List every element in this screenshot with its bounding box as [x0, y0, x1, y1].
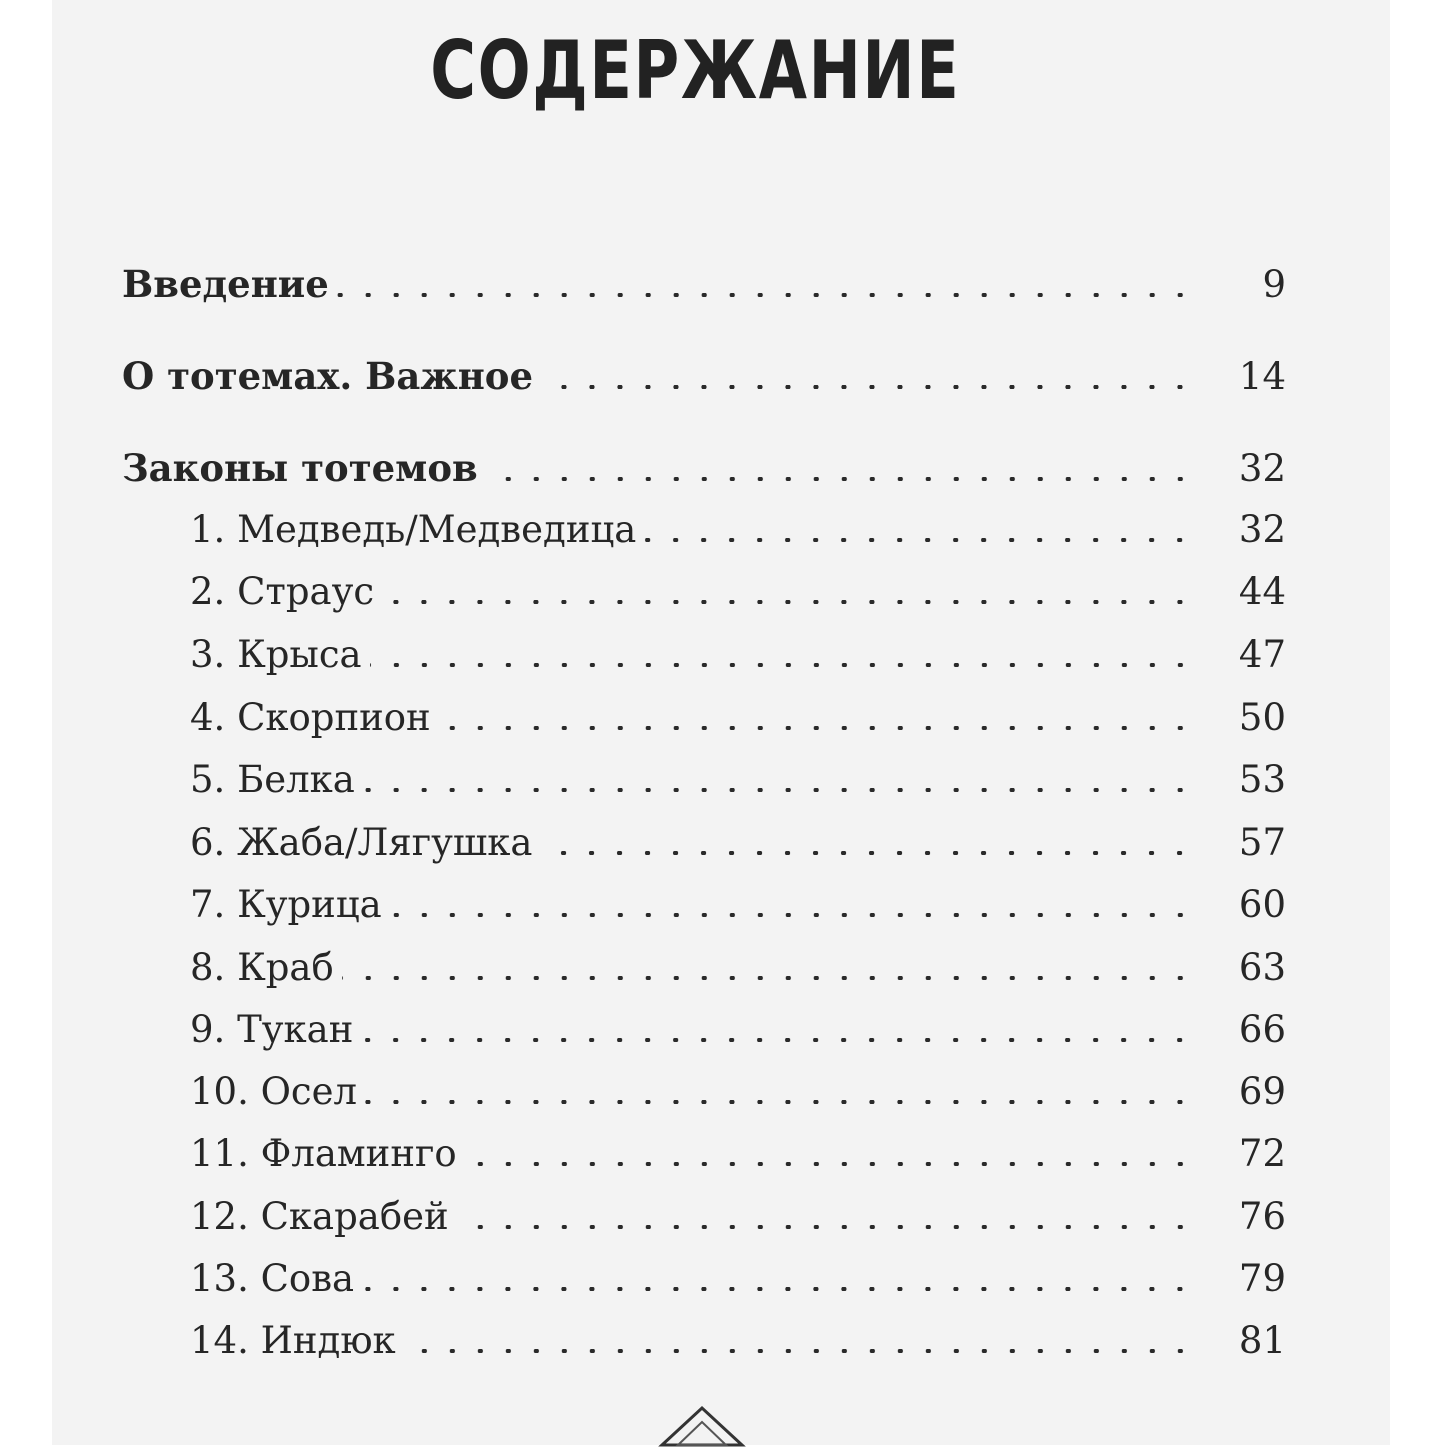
toc-item — [190, 1195, 1286, 1238]
toc-item — [190, 758, 1286, 801]
dot-leader — [365, 1100, 1194, 1104]
page-title: СОДЕРЖАНИЕ — [430, 24, 961, 117]
toc-label: Законы тотемов — [122, 446, 478, 490]
toc-page-number: 32 — [1238, 508, 1286, 551]
toc-label: 2. Страус — [190, 570, 375, 613]
toc-item — [190, 883, 1286, 926]
dot-leader — [439, 726, 1194, 730]
dot-leader — [465, 1162, 1194, 1166]
toc-label: 12. Скарабей — [190, 1195, 449, 1238]
toc-page-number: 69 — [1238, 1070, 1286, 1113]
toc-page-number: 44 — [1238, 570, 1286, 613]
toc-item — [190, 1257, 1286, 1300]
toc-item — [190, 1070, 1286, 1113]
toc-page-number: 66 — [1238, 1008, 1286, 1051]
toc-label: 5. Белка — [190, 758, 355, 801]
dot-leader — [390, 913, 1194, 917]
dot-leader — [541, 385, 1194, 389]
toc-page-number: 63 — [1238, 946, 1286, 989]
toc-item — [190, 821, 1286, 864]
toc-label: О тотемах. Важное — [122, 354, 534, 398]
dot-leader — [486, 477, 1194, 481]
toc-page-number: 47 — [1238, 633, 1286, 676]
toc-label: 7. Курица — [190, 883, 382, 926]
toc-section-laws-of-totems — [122, 446, 1286, 490]
toc-item — [190, 946, 1286, 989]
dot-leader — [363, 788, 1194, 792]
dot-leader — [382, 600, 1194, 604]
dot-leader — [404, 1349, 1194, 1353]
toc-page-number: 50 — [1238, 696, 1286, 739]
toc-item — [190, 1132, 1286, 1175]
toc-label: 11. Фламинго — [190, 1132, 457, 1175]
toc-page-number: 60 — [1238, 883, 1286, 926]
dot-leader — [457, 1225, 1194, 1229]
toc-section-about-totems — [122, 354, 1286, 398]
toc-label: 6. Жаба/Лягушка — [190, 821, 533, 864]
toc-item — [190, 633, 1286, 676]
toc-label: 1. Медведь/Медведица — [190, 508, 637, 551]
toc-page-number: 81 — [1238, 1319, 1286, 1362]
toc-label: 10. Осел — [190, 1070, 358, 1113]
toc-label: 4. Скорпион — [190, 696, 431, 739]
dot-leader — [342, 976, 1194, 980]
toc-label: Введение — [122, 262, 329, 306]
toc-label: 9. Тукан — [190, 1008, 354, 1051]
toc-label: 13. Сова — [190, 1257, 355, 1300]
toc-label: 8. Краб — [190, 946, 334, 989]
dot-leader — [361, 1038, 1194, 1042]
toc-page-number: 32 — [1238, 447, 1286, 490]
toc-page-number: 57 — [1238, 821, 1286, 864]
toc-page-number: 53 — [1238, 758, 1286, 801]
toc-page-number: 79 — [1238, 1257, 1286, 1300]
toc-page-number: 72 — [1238, 1132, 1286, 1175]
toc-item — [190, 1319, 1286, 1362]
dot-leader — [362, 1287, 1194, 1291]
toc-item — [190, 570, 1286, 613]
toc-section-introduction — [122, 262, 1286, 306]
dot-leader — [540, 851, 1194, 855]
toc-label: 3. Крыса — [190, 633, 362, 676]
toc-label: 14. Индюк — [190, 1319, 396, 1362]
dot-leader — [644, 538, 1194, 542]
toc-item — [190, 508, 1286, 551]
dot-leader — [370, 663, 1194, 667]
toc-item — [190, 1008, 1286, 1051]
toc-page-number: 76 — [1238, 1195, 1286, 1238]
toc-page-number: 14 — [1238, 355, 1286, 398]
dot-leader — [337, 293, 1194, 297]
toc-page-number: 9 — [1262, 263, 1286, 306]
toc-item — [190, 696, 1286, 739]
